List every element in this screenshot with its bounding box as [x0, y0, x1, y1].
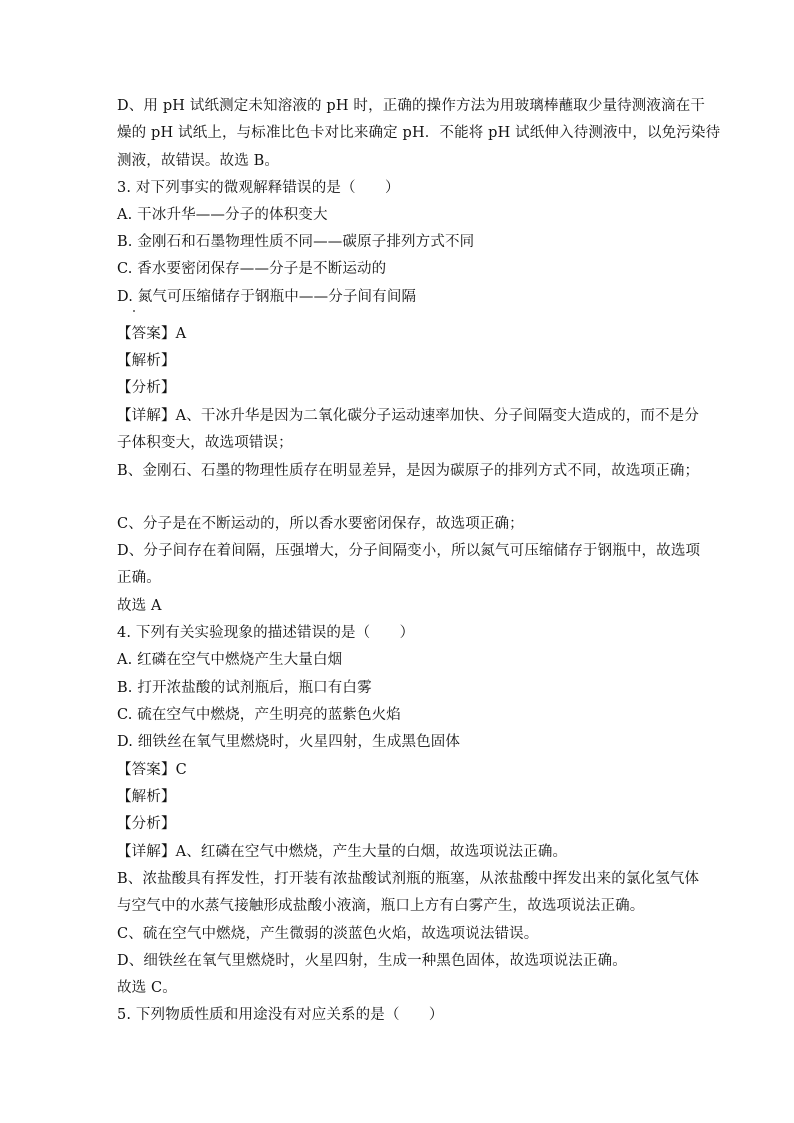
q3-detail-line-4: C、分子是在不断运动的，所以香水要密闭保存，故选项正确； — [117, 516, 524, 532]
q4-option-a: A. 红磷在空气中燃烧产生大量白烟 — [117, 652, 343, 668]
q4-option-d: D. 细铁丝在氧气里燃烧时，火星四射，生成黑色固体 — [117, 734, 461, 750]
q4-detail-line-3: 与空气中的水蒸气接触形成盐酸小液滴，瓶口上方有白雾产生，故选项说法正确。 — [117, 898, 645, 914]
q3-detail-line-1: 【详解】A、干冰升华是因为二氧化碳分子运动速率加快、分子间隔变大造成的，而不是分 — [117, 408, 699, 424]
q4-fenxi-heading: 【分析】 — [117, 816, 176, 832]
q4-detail-line-2: B、浓盐酸具有挥发性，打开装有浓盐酸试剂瓶的瓶塞，从浓盐酸中挥发出来的氯化氢气体 — [117, 871, 700, 887]
q4-option-c: C. 硫在空气中燃烧，产生明亮的蓝紫色火焰 — [117, 707, 401, 723]
q5-stem: 5. 下列物质性质和用途没有对应关系的是（ ） — [117, 1007, 444, 1023]
q4-option-b: B. 打开浓盐酸的试剂瓶后，瓶口有白雾 — [117, 680, 372, 696]
q3-detail-line-6: 正确。 — [117, 570, 161, 586]
q4-jiexi-heading: 【解析】 — [117, 789, 176, 805]
q2-explanation-line-3: 测液，故错误。故选 B。 — [117, 153, 280, 169]
q4-answer: 【答案】C — [117, 762, 187, 778]
q3-answer: 【答案】A — [117, 326, 187, 342]
q3-detail-line-5: D、分子间存在着间隔，压强增大，分子间隔变小，所以氮气可压缩储存于钢瓶中，故选项 — [117, 543, 701, 559]
q3-option-c: C. 香水要密闭保存——分子是不断运动的 — [117, 261, 387, 277]
q3-stem: 3. 对下列事实的微观解释错误的是（ ） — [117, 180, 400, 196]
q3-option-a: A. 干冰升华——分子的体积变大 — [117, 207, 328, 223]
q4-conclusion: 故选 C。 — [117, 980, 177, 996]
q3-detail-line-3: B、金刚石、石墨的物理性质存在明显差异，是因为碳原子的排列方式不同，故选项正确； — [117, 463, 700, 479]
q3-jiexi-heading: 【解析】 — [117, 353, 176, 369]
q4-detail-line-1: 【详解】A、红磷在空气中燃烧，产生大量的白烟，故选项说法正确。 — [117, 844, 568, 860]
q4-detail-line-5: D、细铁丝在氧气里燃烧时，火星四射，生成一种黑色固体，故选项说法正确。 — [117, 953, 627, 969]
stray-dot-mark — [133, 310, 135, 312]
q3-option-b: B. 金刚石和石墨物理性质不同——碳原子排列方式不同 — [117, 234, 475, 250]
q3-detail-line-2: 子体积变大，故选项错误； — [117, 435, 293, 451]
q2-explanation-line-1: D、用 pH 试纸测定未知溶液的 pH 时，正确的操作方法为用玻璃棒蘸取少量待测液滴在干 — [117, 98, 706, 114]
q3-option-d: D. 氮气可压缩储存于钢瓶中——分子间有间隔 — [117, 289, 417, 305]
q4-detail-line-4: C、硫在空气中燃烧，产生微弱的淡蓝色火焰，故选项说法错误。 — [117, 926, 539, 942]
q2-explanation-line-2: 燥的 pH 试纸上，与标准比色卡对比来确定 pH．不能将 pH 试纸伸入待测液中，以免污染待 — [117, 125, 721, 141]
q3-conclusion: 故选 A — [117, 598, 162, 614]
q4-stem: 4. 下列有关实验现象的描述错误的是（ ） — [117, 625, 415, 641]
q3-fenxi-heading: 【分析】 — [117, 380, 176, 396]
